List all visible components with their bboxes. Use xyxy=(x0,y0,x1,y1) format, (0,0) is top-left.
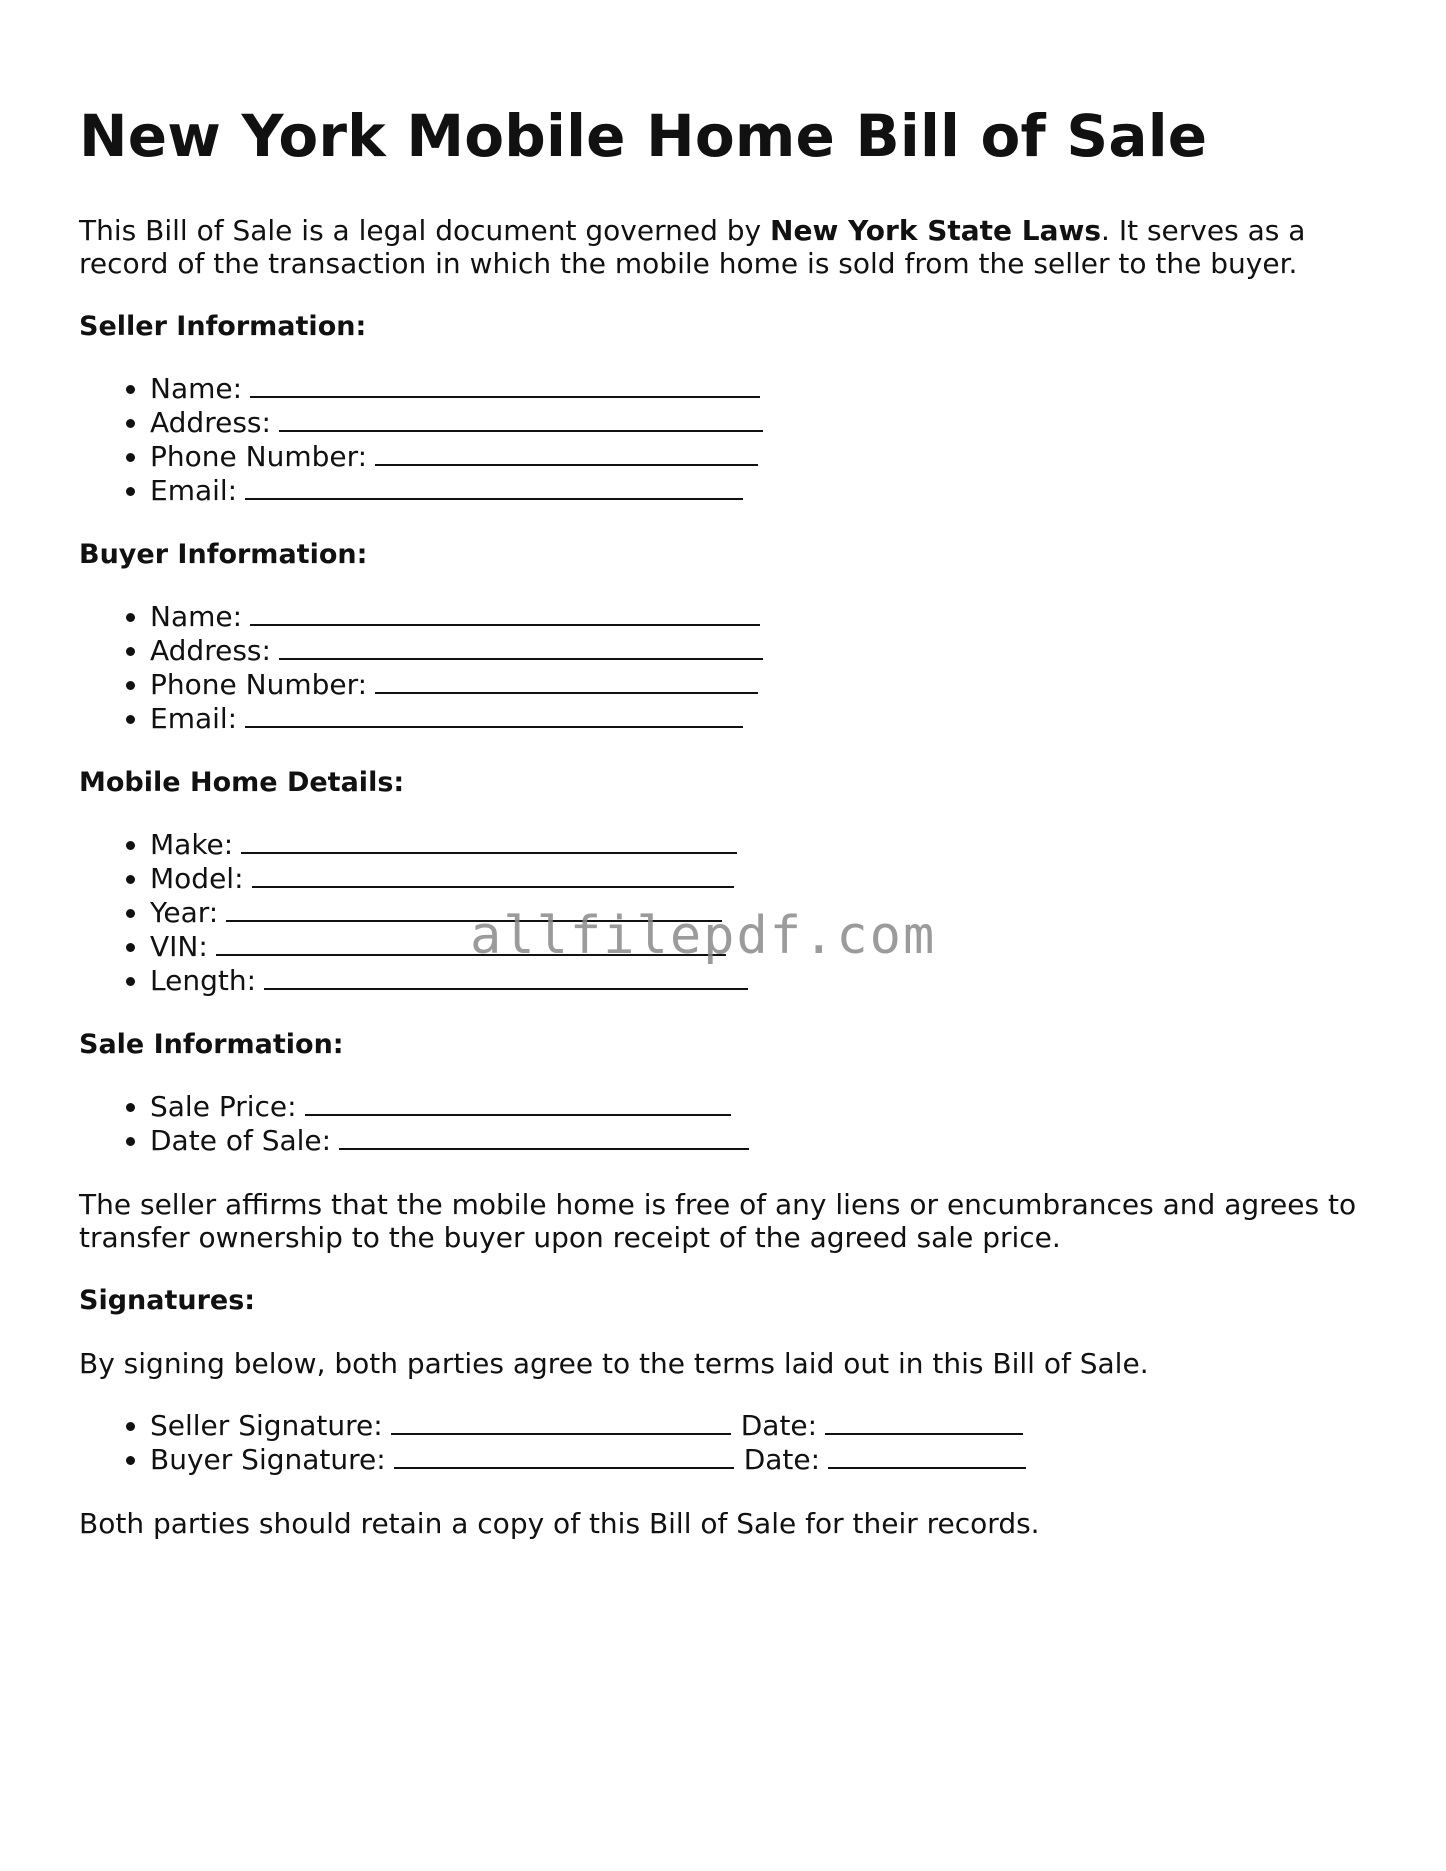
seller-phone-field xyxy=(150,440,1379,474)
length-field xyxy=(150,964,1379,998)
sale-price-blank[interactable] xyxy=(305,1090,731,1116)
name-blank[interactable] xyxy=(250,600,760,626)
address-blank[interactable] xyxy=(279,634,763,660)
buyer-heading: Buyer Information: xyxy=(79,539,368,570)
field-label: VIN: xyxy=(150,930,208,963)
field-label: Email: xyxy=(150,474,238,507)
seller-address-field xyxy=(150,406,1379,440)
buyer-date-blank[interactable] xyxy=(828,1443,1026,1469)
seller-heading: Seller Information: xyxy=(79,311,367,342)
phone-blank[interactable] xyxy=(375,440,758,466)
buyer-fields xyxy=(79,600,1379,736)
field-label: Phone Number: xyxy=(150,440,368,473)
address-blank[interactable] xyxy=(279,406,763,432)
field-label: Length: xyxy=(150,964,257,997)
field-label: Model: xyxy=(150,862,244,895)
field-label: Address: xyxy=(150,406,271,439)
buyer-signature-field xyxy=(150,1443,1379,1477)
field-label: Phone Number: xyxy=(150,668,368,701)
model-blank[interactable] xyxy=(252,862,734,888)
seller-signature-field xyxy=(150,1409,1379,1443)
email-blank[interactable] xyxy=(245,474,743,500)
sale-price-field xyxy=(150,1090,1379,1124)
watermark: allfilepdf.com xyxy=(470,906,937,966)
affirmation-paragraph: The seller affirms that the mobile home is free of any liens or encumbrances and agrees to transfer ownership to the buyer upon receipt of the agreed sale price. xyxy=(79,1188,1357,1254)
mobile-home-heading: Mobile Home Details: xyxy=(79,767,405,798)
intro-text: This Bill of Sale is a legal document governed by xyxy=(79,214,771,247)
buyer-address-field xyxy=(150,634,1379,668)
seller-date-blank[interactable] xyxy=(825,1409,1023,1435)
buyer-email-field xyxy=(150,702,1379,736)
field-label: Make: xyxy=(150,828,234,861)
field-label: Seller Signature: xyxy=(150,1409,383,1442)
intro-bold-text: New York State Laws xyxy=(770,214,1102,247)
document-page xyxy=(79,96,1379,1540)
buyer-name-field xyxy=(150,600,1379,634)
document-title: New York Mobile Home Bill of Sale xyxy=(79,102,1208,170)
make-blank[interactable] xyxy=(241,828,737,854)
signatures-heading: Signatures: xyxy=(79,1285,256,1316)
name-blank[interactable] xyxy=(250,372,760,398)
date-label: Date: xyxy=(743,1443,821,1476)
date-of-sale-field xyxy=(150,1124,1379,1158)
phone-blank[interactable] xyxy=(375,668,758,694)
model-field xyxy=(150,862,1379,896)
field-label: Sale Price: xyxy=(150,1090,297,1123)
seller-fields xyxy=(79,372,1379,508)
field-label: Name: xyxy=(150,600,243,633)
signature-fields xyxy=(79,1409,1379,1477)
date-of-sale-blank[interactable] xyxy=(339,1124,749,1150)
field-label: Buyer Signature: xyxy=(150,1443,386,1476)
sale-fields xyxy=(79,1090,1379,1158)
buyer-phone-field xyxy=(150,668,1379,702)
seller-name-field xyxy=(150,372,1379,406)
date-label: Date: xyxy=(740,1409,818,1442)
signatures-statement: By signing below, both parties agree to the terms laid out in this Bill of Sale. xyxy=(79,1347,1149,1380)
seller-signature-blank[interactable] xyxy=(391,1409,731,1435)
field-label: Year: xyxy=(150,896,219,929)
field-label: Name: xyxy=(150,372,243,405)
seller-email-field xyxy=(150,474,1379,508)
make-field xyxy=(150,828,1379,862)
intro-text-end: . It serves as a record of the transaction in which the mobile home is sold from the seller to the buyer. xyxy=(79,214,1306,280)
sale-heading: Sale Information: xyxy=(79,1029,344,1060)
intro-paragraph xyxy=(79,214,1379,280)
email-blank[interactable] xyxy=(245,702,743,728)
length-blank[interactable] xyxy=(264,964,748,990)
closing-paragraph: Both parties should retain a copy of this Bill of Sale for their records. xyxy=(79,1507,1040,1540)
field-label: Address: xyxy=(150,634,271,667)
buyer-signature-blank[interactable] xyxy=(394,1443,734,1469)
field-label: Date of Sale: xyxy=(150,1124,332,1157)
field-label: Email: xyxy=(150,702,238,735)
